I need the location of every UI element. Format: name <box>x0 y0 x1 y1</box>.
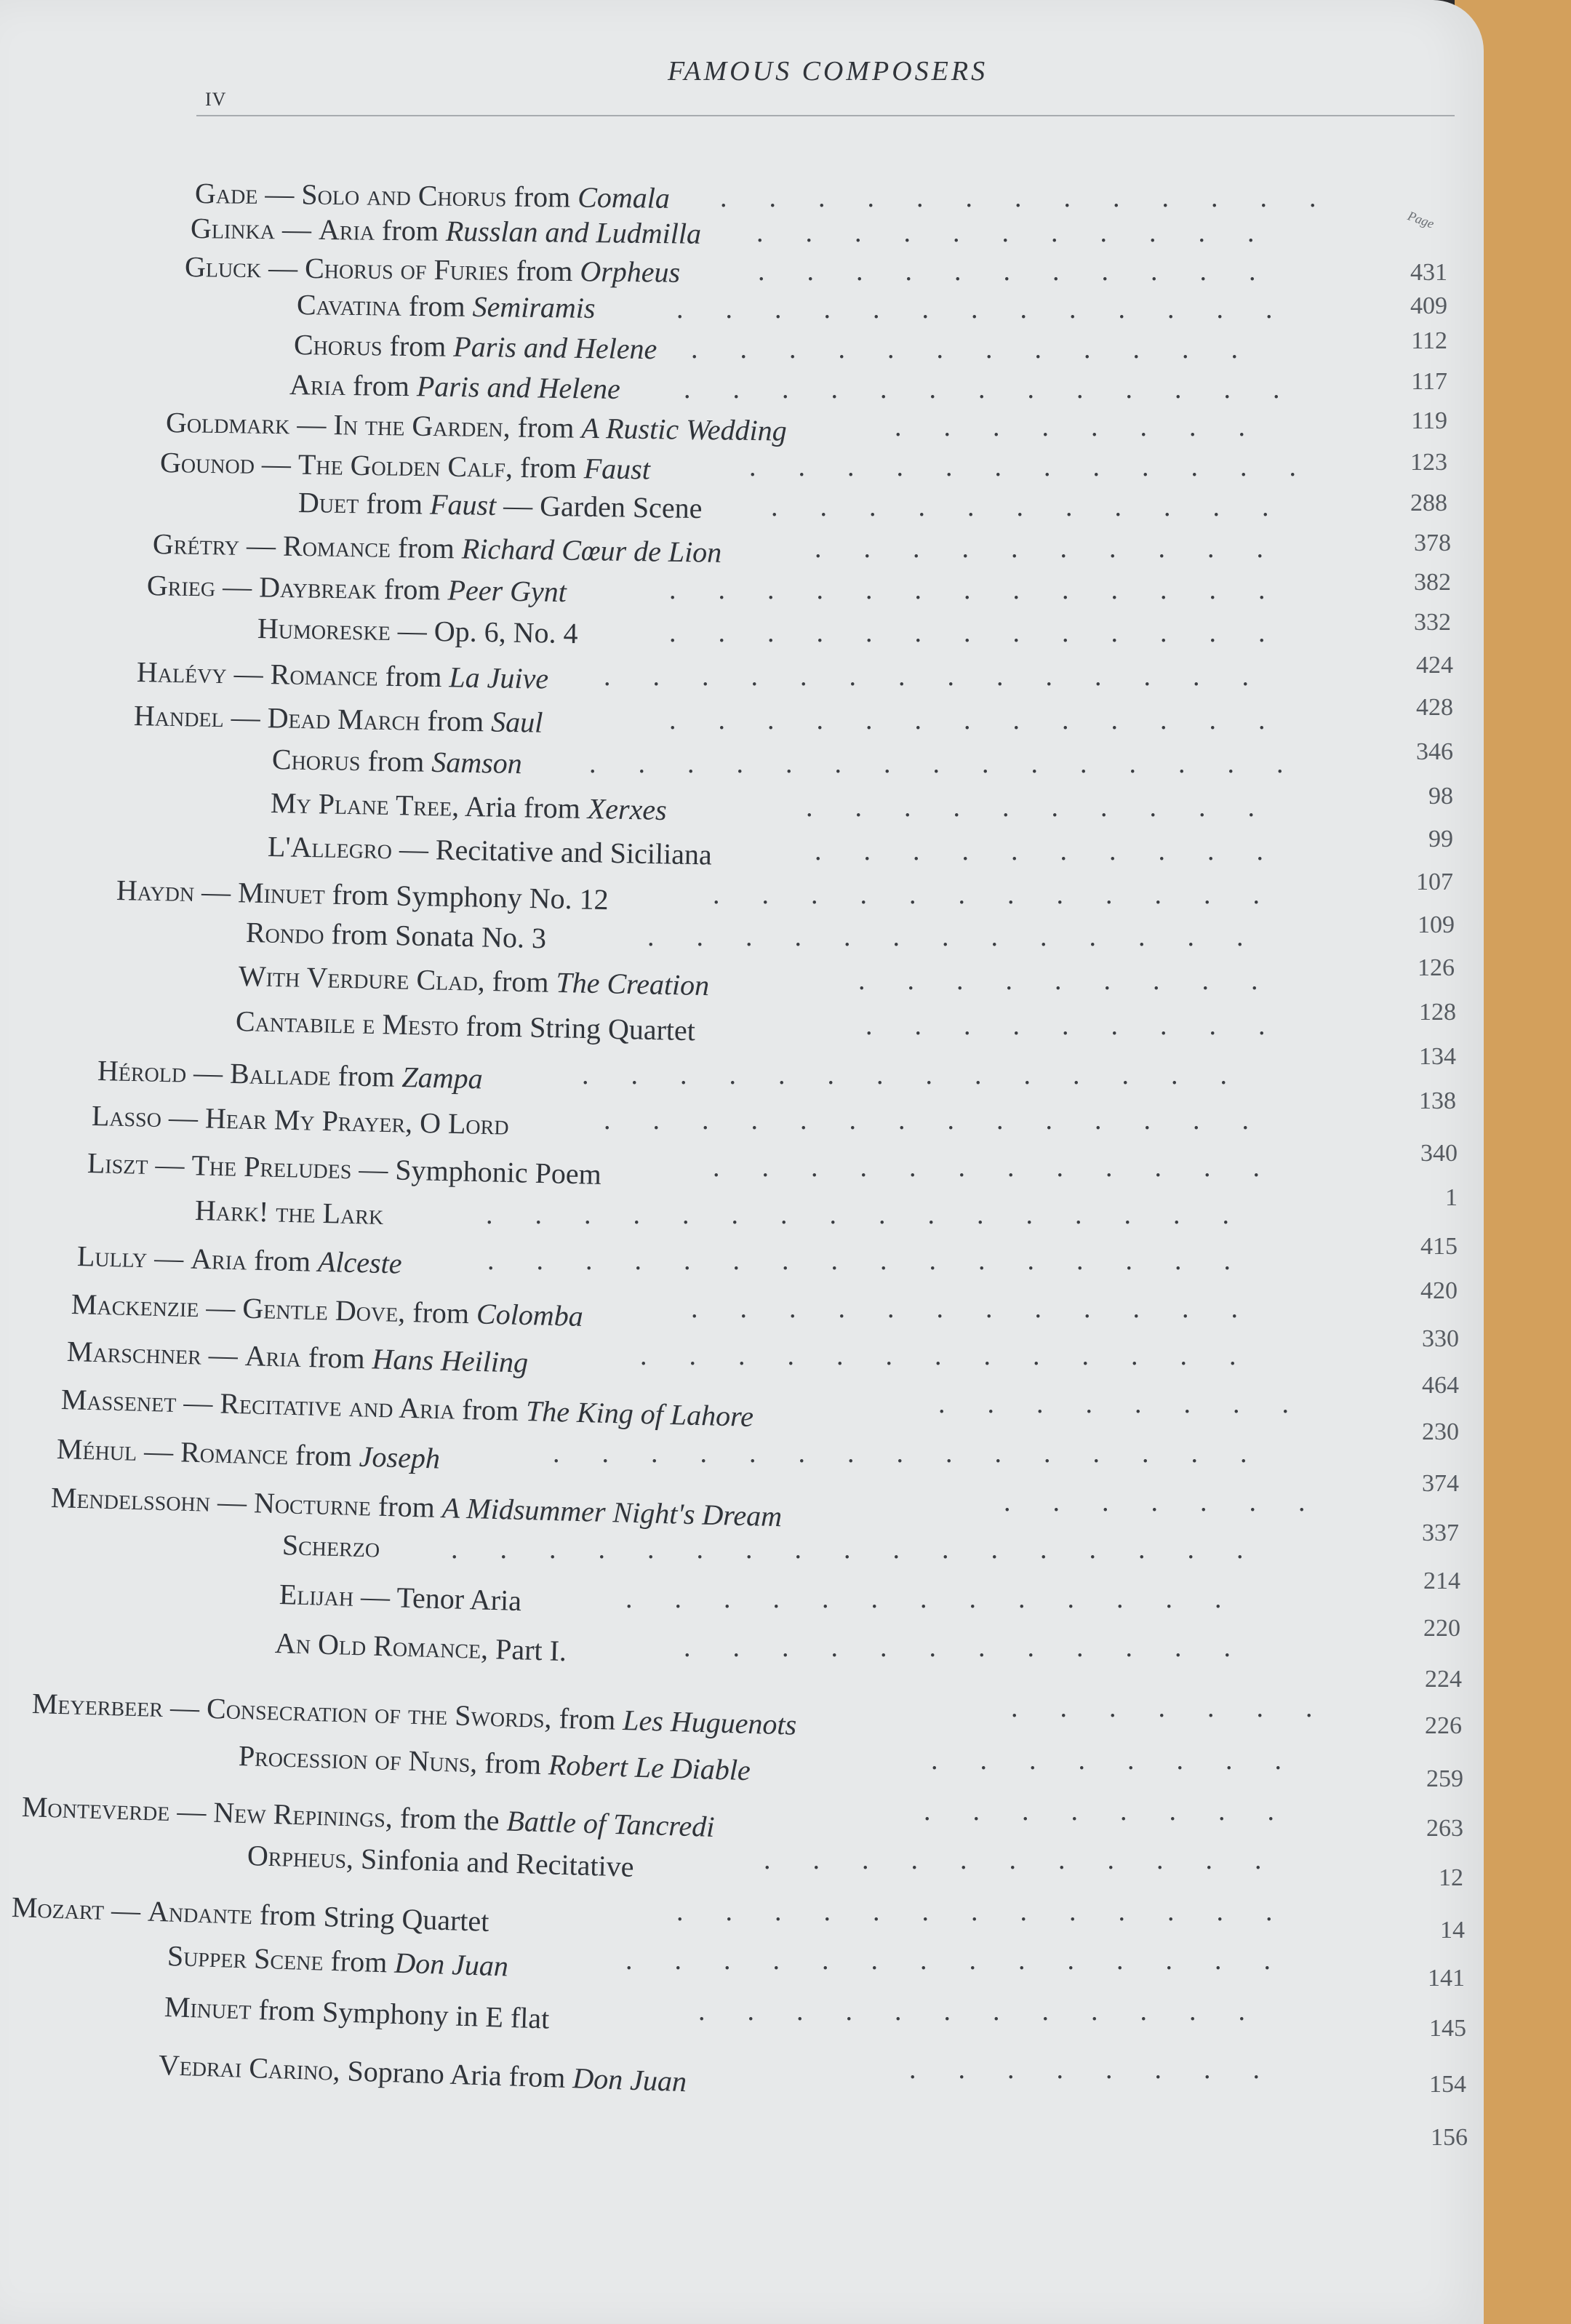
page-number: 382 <box>1414 569 1451 596</box>
page-number: 14 <box>1440 1917 1465 1944</box>
piece-title: Daybreak <box>258 570 377 605</box>
leader-dots: ............ <box>684 1632 1273 1663</box>
composer-name: Massenet <box>60 1383 177 1418</box>
em-dash: — <box>246 528 276 562</box>
toc-entry <box>158 2048 687 2099</box>
composer-name: Gade <box>194 177 258 210</box>
from-text: from <box>408 289 465 323</box>
composer-name: Mozart <box>11 1890 105 1926</box>
page-number: 107 <box>1416 868 1453 895</box>
composer-name: Liszt <box>87 1146 149 1181</box>
leader-dots: ....... <box>1011 1693 1355 1723</box>
composer-name: Monteverde <box>21 1790 171 1827</box>
toc-entry <box>191 211 702 252</box>
toc-entry <box>247 1838 634 1885</box>
leader-dots: ........ <box>931 1745 1324 1776</box>
piece-title: Procession of Nuns, <box>238 1739 479 1779</box>
toc-entry <box>160 445 651 487</box>
composer-name: Gounod <box>159 446 255 480</box>
em-dash: — <box>168 1101 199 1135</box>
leader-dots: ......... <box>866 1010 1308 1041</box>
from-text: from <box>385 659 442 694</box>
em-dash: — <box>143 1434 174 1469</box>
page-number: 259 <box>1426 1765 1463 1792</box>
from-text: from <box>377 1489 436 1524</box>
leader-dots: ........... <box>764 1845 1304 1875</box>
leader-dots: ............ <box>691 1293 1280 1324</box>
em-dash: — <box>208 1338 239 1372</box>
work-title: The King of Lahore <box>525 1394 754 1433</box>
toc-entry <box>31 1686 797 1743</box>
piece-detail: — Garden Scene <box>503 489 703 525</box>
from-text: from <box>559 1701 617 1736</box>
from-text: from <box>381 213 439 247</box>
work-title: Orpheus <box>580 255 681 289</box>
em-dash: — <box>201 875 231 909</box>
toc-entry <box>71 1287 583 1334</box>
composer-name: Handel <box>133 699 225 734</box>
piece-title: Vedrai Carino, <box>158 2048 341 2087</box>
page-number: 424 <box>1416 652 1453 679</box>
toc-entry <box>137 655 549 696</box>
piece-title: Romance <box>282 529 391 564</box>
toc-entry <box>66 1334 528 1381</box>
toc-entry <box>97 1053 483 1096</box>
composer-name: Mackenzie <box>71 1287 200 1324</box>
work-title: Battle of Tancredi <box>505 1804 716 1843</box>
page-number: 337 <box>1422 1520 1459 1546</box>
leader-dots: ........... <box>771 492 1311 522</box>
piece-title: L'Allegro <box>267 830 393 866</box>
page-number: 374 <box>1422 1470 1459 1497</box>
leader-dots: ............. <box>640 1341 1279 1371</box>
page-number: 109 <box>1418 911 1455 938</box>
from-text: from <box>513 180 571 214</box>
from-text: from <box>352 369 410 403</box>
composer-name: Lully <box>76 1239 148 1274</box>
page-number-roman: IV <box>205 89 227 110</box>
piece-title: Scherzo <box>281 1528 380 1564</box>
leader-dots: ............ <box>691 334 1280 364</box>
composer-name: Halévy <box>136 655 228 690</box>
leader-dots: .......... <box>815 836 1306 866</box>
work-title: The Creation <box>556 965 710 1002</box>
piece-title: Nocturne <box>253 1486 372 1522</box>
leader-dots: .............. <box>604 1105 1291 1135</box>
composer-name: Gluck <box>184 250 262 284</box>
composer-name: Marschner <box>66 1335 202 1371</box>
work-title: Alceste <box>317 1245 403 1280</box>
em-dash: — <box>111 1893 141 1928</box>
composer-name: Goldmark <box>165 406 290 441</box>
piece-title: The Golden Calf, <box>297 447 513 484</box>
em-dash: — <box>205 1290 236 1325</box>
leader-dots: ........ <box>895 412 1287 442</box>
toc-entry <box>153 527 722 570</box>
toc-entry <box>195 176 670 216</box>
from-text: Soprano Aria from <box>346 2054 567 2094</box>
toc-entry <box>164 1989 550 2037</box>
from-text: from <box>427 703 484 738</box>
from-text: from String Quartet <box>465 1009 696 1047</box>
toc-entry <box>289 367 620 407</box>
toc-entry <box>60 1382 753 1434</box>
from-text: from <box>383 572 441 607</box>
page-number: 220 <box>1423 1615 1460 1642</box>
em-dash: — <box>183 1386 213 1420</box>
work-title: Hans Heiling <box>372 1342 529 1379</box>
page-number: 346 <box>1416 738 1453 765</box>
work-title: Xerxes <box>587 791 668 826</box>
page-number: 415 <box>1420 1233 1458 1260</box>
page-number: 126 <box>1418 954 1455 981</box>
piece-title: With Verdure Clad, <box>238 959 486 997</box>
leader-dots: ............ <box>698 1996 1287 2026</box>
page-number: 156 <box>1431 2124 1468 2151</box>
toc-entry <box>50 1480 782 1534</box>
work-title: La Juive <box>449 660 549 695</box>
page-number: 226 <box>1425 1712 1462 1739</box>
piece-detail: — Tenor Aria <box>360 1580 522 1618</box>
page-number: 138 <box>1419 1087 1456 1114</box>
toc-entry <box>294 327 657 367</box>
em-dash: — <box>233 657 264 690</box>
leader-dots: ........ <box>909 2054 1302 2085</box>
em-dash: — <box>265 177 295 211</box>
piece-title: Romance <box>270 658 379 692</box>
piece-title: Aria <box>289 368 346 402</box>
piece-title: Ballade <box>229 1056 332 1092</box>
composer-name: Glinka <box>190 212 276 246</box>
composer-name: Haydn <box>116 874 195 909</box>
leader-dots: .......... <box>815 533 1306 564</box>
page-number: 123 <box>1410 449 1447 476</box>
toc-entry <box>271 786 668 828</box>
piece-title: Chorus of Furies <box>304 251 509 287</box>
page-number: 431 <box>1410 259 1447 286</box>
leader-dots: .............. <box>625 1945 1313 1976</box>
from-text: from the <box>399 1801 500 1837</box>
composer-name: Méhul <box>56 1432 137 1467</box>
piece-title: The Preludes <box>191 1149 352 1186</box>
leader-dots: ................ <box>486 1199 1271 1230</box>
leader-dots: ....... <box>1004 1487 1348 1517</box>
from-text: from <box>295 1438 353 1473</box>
from-text: from <box>519 451 577 485</box>
page-number: 1 <box>1445 1184 1458 1211</box>
from-text: from <box>492 965 549 999</box>
piece-title: Aria <box>190 1242 247 1277</box>
leader-dots: ............. <box>684 374 1322 404</box>
piece-title: Hear My Prayer, O Lord <box>204 1101 510 1141</box>
piece-title: Minuet <box>237 876 326 911</box>
page-number: 288 <box>1410 490 1447 516</box>
from-text: from <box>517 410 575 444</box>
from-text: from Sonata No. 3 <box>331 917 547 955</box>
leader-dots: ............. <box>669 705 1308 735</box>
em-dash: — <box>155 1148 185 1182</box>
work-title: Don Juan <box>572 2061 687 2099</box>
page-number: 332 <box>1414 609 1451 636</box>
composer-name: Mendelssohn <box>50 1481 211 1518</box>
leader-dots: ............ <box>713 1152 1302 1183</box>
work-title: Faust <box>429 487 497 522</box>
work-title: Les Huguenots <box>622 1703 797 1741</box>
em-dash: — <box>222 570 252 604</box>
piece-title: Orpheus, <box>247 1839 354 1875</box>
em-dash: — <box>176 1794 207 1829</box>
piece-title: Recitative and Aria <box>219 1386 455 1426</box>
piece-title: Rondo <box>245 916 324 951</box>
leader-dots: ................. <box>451 1534 1286 1565</box>
piece-title: New Repinings, <box>212 1795 393 1834</box>
leader-dots: .......... <box>806 792 1297 823</box>
toc-entry <box>76 1239 402 1282</box>
from-text: from <box>461 1392 519 1427</box>
toc-entry <box>11 1890 489 1939</box>
toc-entry <box>116 873 609 917</box>
piece-detail: — Symphonic Poem <box>358 1152 602 1191</box>
em-dash: — <box>281 212 312 246</box>
page-number: 117 <box>1411 368 1447 395</box>
work-title: Samson <box>431 745 523 780</box>
leader-dots: ............... <box>589 748 1326 779</box>
piece-title: Solo and Chorus <box>301 177 507 213</box>
page-number: 128 <box>1419 999 1456 1026</box>
leader-dots: ........ <box>938 1389 1331 1419</box>
from-text: from <box>253 1243 311 1278</box>
piece-title: Hark! the Lark <box>194 1194 384 1231</box>
leader-dots: ............. <box>669 618 1308 648</box>
leader-dots: ............. <box>676 294 1315 324</box>
work-title: Peer Gynt <box>447 573 567 609</box>
toc-entry <box>166 405 787 449</box>
work-title: A Midsummer Night's Dream <box>441 1491 783 1533</box>
toc-entry <box>87 1146 601 1192</box>
toc-entry <box>147 568 567 610</box>
leader-dots: ............. <box>647 922 1286 952</box>
piece-title: Aria <box>318 212 375 247</box>
work-title: Paris and Helene <box>453 330 657 366</box>
page-number: 214 <box>1423 1568 1460 1594</box>
leader-dots: ................ <box>487 1245 1273 1276</box>
em-dash: — <box>297 407 327 441</box>
toc-entry <box>298 485 703 526</box>
piece-title: Elijah <box>279 1578 354 1613</box>
from-text: from <box>308 1341 366 1375</box>
toc-entry <box>239 959 710 1003</box>
piece-title: In the Garden, <box>333 408 511 444</box>
page-number: 224 <box>1425 1666 1462 1693</box>
leader-dots: ........... <box>758 256 1298 287</box>
leader-dots: ........... <box>756 217 1297 248</box>
work-title: Richard Cœur de Lion <box>461 532 722 569</box>
work-title: Comala <box>577 180 671 215</box>
work-title: A Rustic Wedding <box>581 411 787 447</box>
page-number: 464 <box>1422 1372 1459 1399</box>
leader-dots: ......... <box>858 965 1300 996</box>
page-number: 230 <box>1422 1418 1459 1445</box>
leader-dots: ........ <box>924 1796 1316 1826</box>
leader-dots: ............. <box>720 183 1359 213</box>
composer-name: Hérold <box>97 1054 187 1089</box>
work-title: Paris and Helene <box>416 370 621 405</box>
from-text: from Symphony No. 12 <box>332 877 609 917</box>
toc-entry <box>194 1193 383 1232</box>
em-dash: — <box>268 251 298 284</box>
work-title: Colomba <box>476 1297 584 1333</box>
page-number: 378 <box>1414 530 1451 556</box>
em-dash: — <box>153 1241 184 1275</box>
page-number: 98 <box>1428 783 1453 810</box>
piece-detail: Part I. <box>495 1632 567 1668</box>
page-number: 119 <box>1411 407 1447 434</box>
leader-dots: ............ <box>749 452 1338 482</box>
leader-dots: ............ <box>713 879 1302 910</box>
page-number: 409 <box>1410 292 1447 319</box>
toc-entry <box>235 1004 695 1048</box>
piece-title: Chorus <box>293 328 383 362</box>
from-text: from <box>389 329 447 363</box>
page-number: 330 <box>1422 1325 1459 1352</box>
piece-title: Dead March <box>267 701 420 737</box>
running-header: FAMOUS COMPOSERS <box>668 56 988 87</box>
composer-name: Lasso <box>91 1099 162 1134</box>
toc-entry <box>268 829 713 873</box>
page-number: 134 <box>1419 1043 1456 1070</box>
piece-title: An Old Romance, <box>274 1626 489 1666</box>
composer-name: Grétry <box>152 527 240 562</box>
toc-entry <box>274 1626 567 1669</box>
toc-entry <box>272 742 523 781</box>
piece-title: Andante <box>147 1894 253 1931</box>
work-title: Robert Le Diable <box>548 1748 751 1787</box>
work-title: Don Juan <box>393 1946 509 1983</box>
em-dash: — <box>217 1485 247 1520</box>
piece-title: Chorus <box>271 743 361 778</box>
composer-name: Grieg <box>146 569 216 603</box>
page-number: 12 <box>1439 1864 1463 1891</box>
piece-detail: — Recitative and Siciliana <box>399 832 713 871</box>
work-title: Joseph <box>359 1439 441 1475</box>
page-number: 428 <box>1416 694 1453 721</box>
work-title: Russlan and Ludmilla <box>445 214 702 250</box>
page-number: 263 <box>1426 1815 1463 1842</box>
from-text: from <box>329 1944 388 1979</box>
toc-entry <box>279 1577 521 1618</box>
page-number: 141 <box>1428 1965 1465 1992</box>
toc-entry <box>134 698 543 740</box>
piece-title: Consecration of the Swords, <box>206 1691 553 1735</box>
toc-entry <box>246 915 547 956</box>
piece-title: Humoreske <box>257 612 391 647</box>
leader-dots: ............. <box>625 1584 1264 1614</box>
toc-entry <box>281 1528 380 1565</box>
piece-title: Supper Scene <box>167 1939 324 1977</box>
composer-name: Meyerbeer <box>31 1687 164 1724</box>
leader-dots: ............. <box>669 575 1308 605</box>
work-title: Faust <box>583 452 651 486</box>
from-text: from <box>412 1295 470 1330</box>
toc-entry <box>56 1431 440 1477</box>
work-title: Semiramis <box>472 289 596 324</box>
piece-title: Cantabile e Mesto <box>235 1005 459 1042</box>
from-text: from <box>516 254 573 288</box>
page-number: 340 <box>1420 1140 1458 1167</box>
page-number: 420 <box>1420 1277 1458 1304</box>
piece-title: Aria <box>244 1339 302 1373</box>
piece-title: Gentle Dove, <box>241 1291 406 1329</box>
piece-title: Romance <box>180 1435 289 1472</box>
piece-title: Duet <box>297 486 359 520</box>
piece-title: Cavatina <box>296 288 402 322</box>
from-text: from Symphony in E flat <box>257 1993 550 2035</box>
piece-title: My Plane Tree, <box>270 786 460 823</box>
leader-dots: .............. <box>604 661 1291 692</box>
work-title: Zampa <box>401 1060 484 1095</box>
leader-dots: ............... <box>553 1438 1290 1469</box>
page-number: 112 <box>1411 327 1447 354</box>
toc-entry <box>185 249 681 290</box>
toc-entry <box>257 611 578 651</box>
work-title: Saul <box>490 705 543 739</box>
page-number: 99 <box>1428 826 1453 852</box>
page-number: 145 <box>1429 2015 1466 2042</box>
toc-entry <box>238 1738 751 1788</box>
toc-entry <box>91 1098 509 1143</box>
from-text: from <box>367 744 425 778</box>
em-dash: — <box>231 700 261 734</box>
from-text: from String Quartet <box>259 1898 490 1938</box>
from-text: from <box>365 487 423 521</box>
em-dash: — <box>261 447 292 481</box>
from-text: from <box>337 1059 396 1093</box>
toc-entry <box>167 1938 508 1984</box>
from-text: Aria from <box>464 789 581 825</box>
em-dash: — <box>193 1055 223 1090</box>
from-text: from <box>484 1746 542 1781</box>
piece-detail: Sinfonia and Recitative <box>360 1842 635 1883</box>
leader-dots: .............. <box>582 1060 1269 1090</box>
em-dash: — <box>169 1690 200 1725</box>
from-text: from <box>397 531 455 565</box>
toc-entry <box>21 1789 715 1845</box>
toc-entry <box>297 287 596 326</box>
leader-dots: ............. <box>676 1896 1315 1927</box>
page-column-label: Page <box>1405 208 1436 231</box>
piece-detail: — Op. 6, No. 4 <box>397 614 579 650</box>
page-number: 154 <box>1429 2071 1466 2098</box>
piece-title: Minuet <box>164 1990 252 2026</box>
